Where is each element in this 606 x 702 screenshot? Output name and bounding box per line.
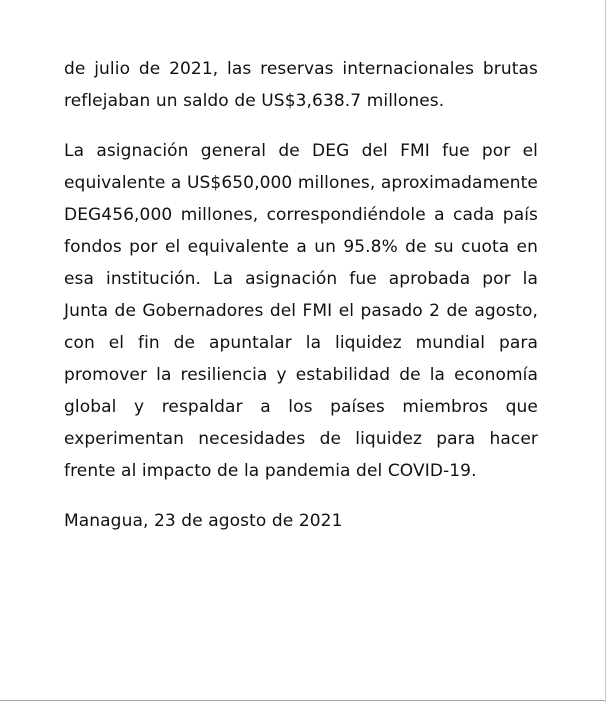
text-line: fondos por el equivalente a un 95.8% de su cuota en (64, 237, 538, 257)
text-line: con el fin de apuntalar la liquidez mundial para (64, 333, 538, 353)
text-line: reflejaban un saldo de US$3,638.7 millones. (64, 91, 445, 111)
text-line: de julio de 2021, las reservas internacionales brutas (64, 59, 538, 79)
place-date-signoff: Managua, 23 de agosto de 2021 (64, 511, 343, 531)
text-line: DEG456,000 millones, correspondiéndole a cada país (64, 205, 538, 225)
text-line: promover la resiliencia y estabilidad de la economía (64, 365, 538, 385)
text-line: experimentan necesidades de liquidez para hacer (64, 429, 538, 449)
page-bottom-edge (0, 700, 606, 701)
text-line: La asignación general de DEG del FMI fue por el (64, 141, 538, 161)
text-line: esa institución. La asignación fue aprobada por la (64, 269, 538, 289)
text-line: frente al impacto de la pandemia del COVID-19. (64, 461, 477, 481)
text-line: Junta de Gobernadores del FMI el pasado 2 de agosto, (64, 301, 538, 321)
text-line: equivalente a US$650,000 millones, aproximadamente (64, 173, 538, 193)
text-line: global y respaldar a los países miembros que (64, 397, 538, 417)
